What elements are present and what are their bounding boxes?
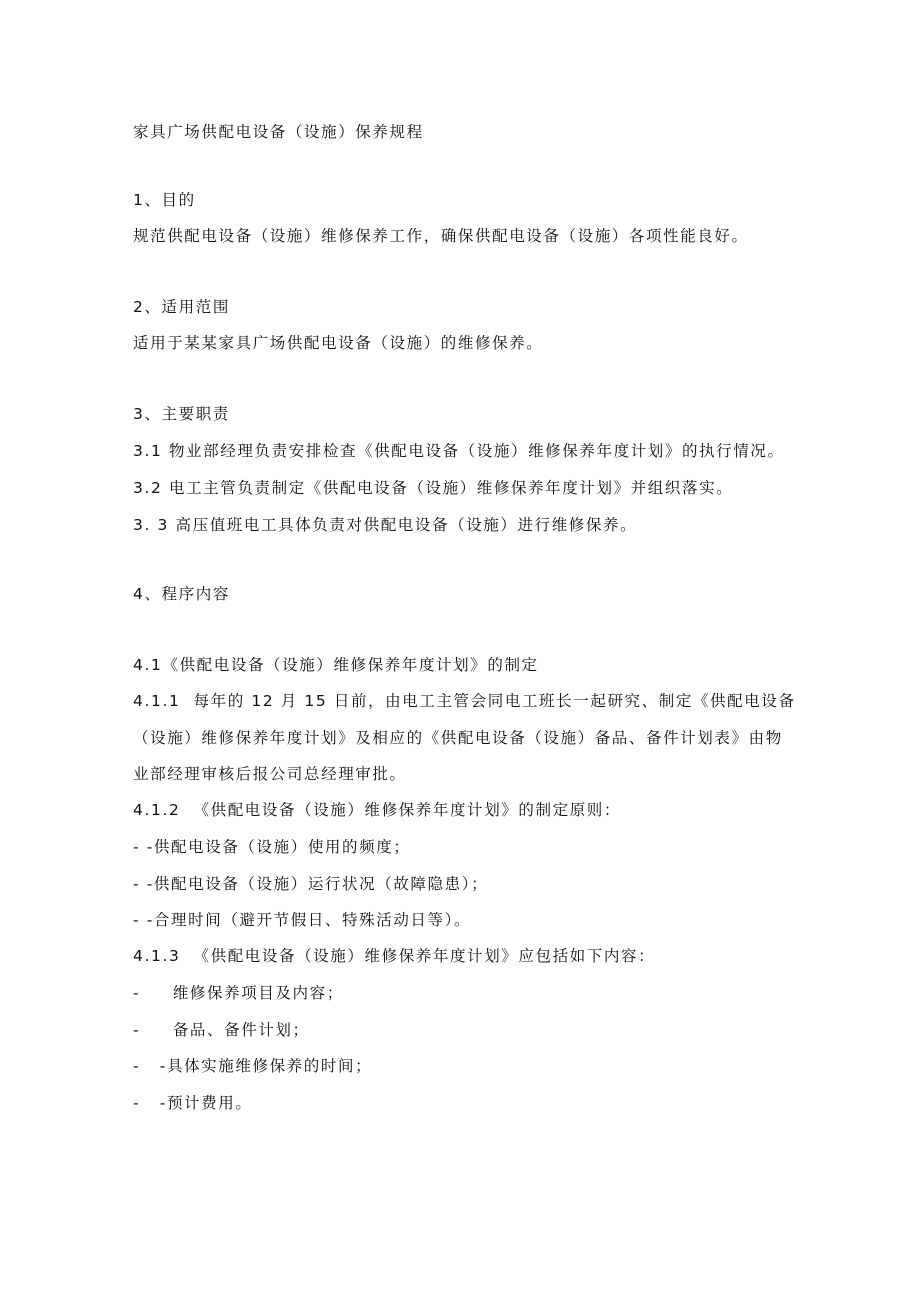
paragraph-4-1-1-line-1: 4.1.1 每年的 12 月 15 日前，由电工主管会同电工班长一起研究、制定《供配电设备 xyxy=(133,692,796,710)
list-item: - -供配电设备（设施）运行状况（故障隐患）； xyxy=(133,875,489,893)
section-2-text: 适用于某某家具广场供配电设备（设施）的维修保养。 xyxy=(133,334,544,352)
list-item: - -预计费用。 xyxy=(133,1094,253,1112)
list-item: - 维修保养项目及内容； xyxy=(133,984,344,1002)
paragraph-4-1-3: 4.1.3 《供配电设备（设施）维修保养年度计划》应包括如下内容： xyxy=(133,947,656,965)
section-3-item-1: 3.1 物业部经理负责安排检查《供配电设备（设施）维修保养年度计划》的执行情况。 xyxy=(133,442,785,460)
paragraph-4-1-1-line-2: （设施）维修保养年度计划》及相应的《供配电设备（设施）备品、备件计划表》由物 xyxy=(133,729,783,747)
document-title: 家具广场供配电设备（设施）保养规程 xyxy=(133,123,424,141)
list-item: - -供配电设备（设施）使用的频度； xyxy=(133,838,411,856)
section-4-heading: 4、程序内容 xyxy=(133,585,230,603)
section-1-text: 规范供配电设备（设施）维修保养工作，确保供配电设备（设施）各项性能良好。 xyxy=(133,227,749,245)
section-4-1-heading: 4.1《供配电设备（设施）维修保养年度计划》的制定 xyxy=(133,656,539,674)
section-3-heading: 3、主要职责 xyxy=(133,405,230,423)
section-3-item-3: 3. 3 高压值班电工具体负责对供配电设备（设施）进行维修保养。 xyxy=(133,516,638,534)
section-3-item-2: 3.2 电工主管负责制定《供配电设备（设施）维修保养年度计划》并组织落实。 xyxy=(133,479,734,497)
list-item: - 备品、备件计划； xyxy=(133,1021,310,1039)
paragraph-4-1-1-line-3: 业部经理审核后报公司总经理审批。 xyxy=(133,765,407,783)
section-2-heading: 2、适用范围 xyxy=(133,298,230,316)
list-item: - -合理时间（避开节假日、特殊活动日等）。 xyxy=(133,911,472,929)
list-item: - -具体实施维修保养的时间； xyxy=(133,1057,373,1075)
paragraph-4-1-2: 4.1.2 《供配电设备（设施）维修保养年度计划》的制定原则： xyxy=(133,801,621,819)
section-1-heading: 1、目的 xyxy=(133,191,196,209)
